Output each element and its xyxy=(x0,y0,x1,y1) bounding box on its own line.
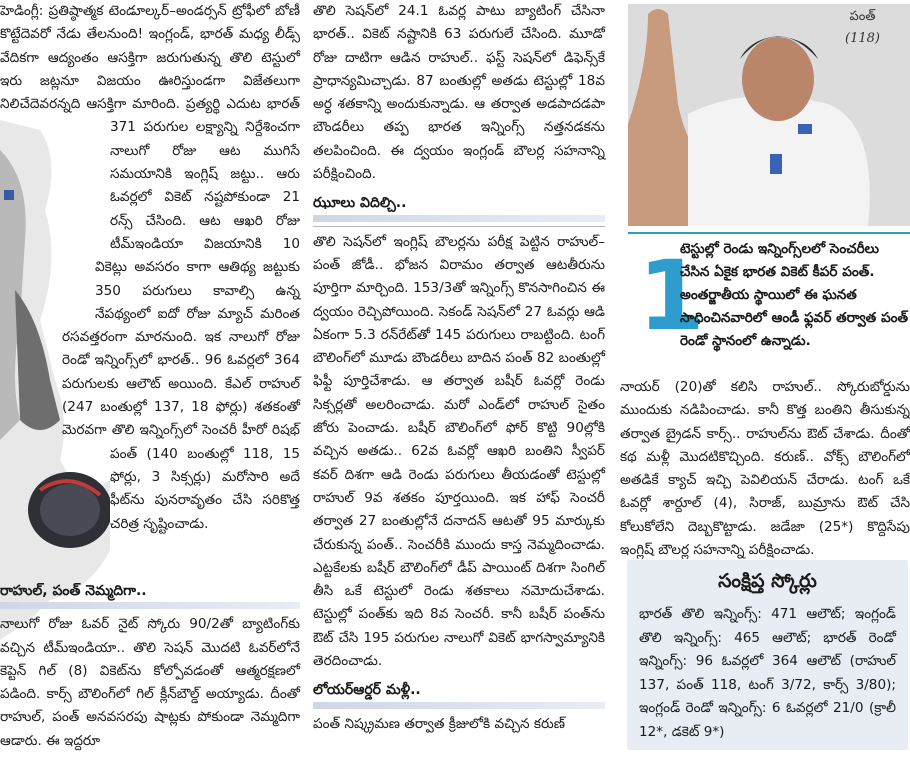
fact-text: టెస్టుల్లో రెండు ఇన్నింగ్స్‌లలో సెంచరీలు చేసిన ఏకైక భారత వికెట్ కీపర్ పంత్. అంతర్జాతీయ స్థాయిలో ఈ ఘనత సాధించినవారిలో ఆండీ ఫ్లవర్ తర్వాత పంత్ రెండో స్థానంలో ఉన్నాడు. xyxy=(680,241,909,349)
col3-paragraph-1: నాయర్ (20)తో కలిసి రాహుల్.. స్కోరుబోర్డును ముందుకు నడిపించాడు. కానీ కొత్త బంతిని తీసుకున్న తర్వాత బ్రైడన్ కార్స్.. రాహుల్‌ను ఔట్ చేశాడు. దీంతో కథ మళ్లీ మొదటికొచ్చింది. కరుణ్.. వోక్స్ బౌలింగ్‌లో అతడికే క్యాచ్ ఇచ్చి పెవిలియన్ చేరాడు. టంగ్ ఒకే ఓవర్లో శార్దూల్ (4), సిరాజ్, బుమ్రాను ఔట్ చేసి కోలుకోలేని దెబ్బకొట్టాడు. జడేజా (25*) కొద్దిసేపు ఇంగ్లిష్ బౌలర్ల సహనాన్ని పరీక్షించాడు. xyxy=(620,379,910,559)
brief-scores-text: భారత్ తొలి ఇన్నింగ్స్: 471 ఆలౌట్; ఇంగ్లండ్ తొలి ఇన్నింగ్స్: 465 ఆలౌట్; భారత్ రెండో ఇన్నింగ్స్: 96 ఓవర్లలో 364 ఆలౌట్ (రాహుల్ 137, పంత్ 118, టంగ్ 3/72, కార్స్ 3/80); ఇంగ్లండ్ రెండో ఇన్నింగ్స్: 6 ఓవర్లలో 21/0 (క్రాలీ 12*, డకెట్ 9*) xyxy=(639,606,896,740)
brief-scores-box xyxy=(627,560,908,750)
brief-scores-title: సంక్షిప్త స్కోర్లు xyxy=(718,570,817,592)
article-column-1 xyxy=(0,0,300,753)
fact-number: 1 xyxy=(638,240,705,352)
article-paragraph-2: నాలుగో రోజు ఓవర్ నైట్ స్కోరు 90/2తో బ్యాటింగ్‌కు వచ్చిన టీమ్‌ఇండియా.. తొలి సెషన్ మొదటి ఓవర్‌లోనే కెప్టెన్ గిల్ (8) వికెట్‌ను కోల్పోవడంతో ఆత్మరక్షణలో పడింది. కార్స్ బౌలింగ్‌లో గిల్ క్లీన్‌బౌల్డ్ అయ్యాడు. దీంతో రాహుల్, పంత్ అనవసరపు షాట్లకు పోకుండా నెమ్మదిగా ఆడారు. ఈ ఇద్దరూ xyxy=(0,616,300,749)
fact-highlight-box xyxy=(628,232,910,374)
col2-paragraph-3: పంత్ నిష్క్రమణ తర్వాత క్రీజులోకి వచ్చిన కరుణ్ xyxy=(313,715,565,732)
subheading-rahul-pant: రాహుల్, పంత్ నెమ్మదిగా.. xyxy=(0,580,300,607)
article-column-2 xyxy=(313,0,605,736)
col2-paragraph-2: తొలి సెషన్‌లో ఇంగ్లిష్ బౌలర్లను పరీక్ష పెట్టిన రాహుల్–పంత్ జోడీ.. భోజన విరామం తర్వాత ఆటతీరును పూర్తిగా మార్చింది. 153/3తో ఇన్నింగ్స్ కొనసాగించిన ఈ ద్వయం రెచ్చిపోయింది. సెకండ్ సెషన్‌లో 27 ఓవర్లు ఆడి ఏకంగా 5.3 రన్‌రేట్‌తో 145 పరుగులు రాబట్టింది. టంగ్ బౌలింగ్‌లో మూడు బౌండరీలు బాదిన పంత్ 82 బంతుల్లో ఫిఫ్టీ పూర్తిచేశాడు. ఆ తర్వాత బషీర్ ఓవర్లో రెండు సిక్సర్లతో అలరించాడు. మరో ఎండ్‌లో రాహుల్ సైతం జోరు పెంచాడు. బషీర్ బౌలింగ్‌లో ఫోర్ కొట్టి 90ల్లోకి వచ్చిన అతడు.. 62వ ఓవర్లో ఆఖరి బంతిని స్వీపర్ కవర్ దిశగా ఆడి రెండు పరుగులు తీయడంతో టెస్టుల్లో రాహుల్ 9వ శతకం పూర్తయింది. ఇక హాఫ్ సెంచరీ తర్వాత 27 బంతుల్లోనే దనాదన్ ఆటతో 95 మార్కుకు చేరుకున్న పంత్.. సెంచరీకి ముందు కాస్త నెమ్మదించాడు. ఎట్టకేలకు బషీర్ బౌలింగ్‌లో డీప్ పాయింట్ దిశగా సింగిల్ తీసి ఒకే టెస్టులో రెండు శతకాలు నమోదుచేశాడు. టెస్టుల్లో పంత్‌కు ఇది 8వ సెంచరీ. కానీ బషీర్ పంత్‌ను ఔట్ చేసి 195 పరుగుల నాలుగో వికెట్ భాగస్వామ్యానికి తెరదించాడు. xyxy=(313,233,605,670)
subheading-jhulu-vidilchi: ఝూలు విదిల్చి.. xyxy=(313,192,605,219)
article-intro-paragraph: హెడింగ్లీ: ప్రతిష్ఠాత్మక టెండూల్కర్–అండర్సన్ ట్రోఫీలో బోణీ కొట్టేదెవరో నేడు తేలనుంది! ఇంగ్లండ్, భారత్ మధ్య లీడ్స్ వేదికగా ఆద్యంతం ఆసక్తిగా జరుగుతున్న తొలి టెస్టులో ఇరు జట్లనూ విజయం ఊరిస్తుండగా విజేతలుగా నిలిచేదెవరన్నది ఆసక్తిగా మారింది. ప్రత్యర్థి ఎదుట భారత్ 371 పరుగుల లక్ష్యాన్ని నిర్దేశించగా నాలుగో రోజు ఆట ముగిసే సమయానికి ఇంగ్లిష్ జట్టు.. ఆరు ఓవర్లలో వికెట్ నష్టపోకుండా 21 రన్స్ చేసింది. ఆట ఆఖరి రోజు టీమ్‌ఇండియా విజయానికి 10 వికెట్లు అవసరం కాగా ఆతిథ్య జట్టుకు 350 పరుగులు కావాల్సి ఉన్న నేపథ్యంలో ఐదో రోజు మ్యాచ్ మరింత రసవత్తరంగా మారనుంది. ఇక నాలుగో రోజు రెండో ఇన్నింగ్స్‌లో భారత్.. 96 ఓవర్లలో 364 పరుగులకు ఆలౌట్ అయింది. కేఎల్ రాహుల్ (247 బంతుల్లో 137, 18 ఫోర్లు) శతకంతో మెరవగా తొలి ఇన్నింగ్స్‌లో సెంచరీ హీరో రిషభ్ పంత్ (140 బంతుల్లో 118, 15 ఫోర్లు, 3 సిక్సర్లు) మరోసారి అదే ఫీట్‌ను పునరావృతం చేసి సరికొత్త చరిత్ర సృష్టించాడు. xyxy=(0,3,300,532)
article-column-3 xyxy=(620,376,910,562)
col2-paragraph-1: తొలి సెషన్‌లో 24.1 ఓవర్ల పాటు బ్యాటింగ్ చేసినా భారత్.. వికెట్ నష్టానికి 63 పరుగులే చేసింది. మూడో రోజు దాటిగా ఆడిన రాహుల్.. ఫస్ట్ సెషన్‌లో డిఫెన్స్‌కే ప్రాధాన్యమిచ్చాడు. 87 బంతుల్లో అతడు టెస్టుల్లో 18వ అర్ధ శతకాన్ని అందుకున్నాడు. ఆ తర్వాత అడపాదడపా బౌండరీలు తప్ప భారత ఇన్నింగ్స్ నత్తనడకను తలపించింది. ఈ ద్వయం ఇంగ్లండ్ బౌలర్ల సహనాన్ని పరీక్షించింది. xyxy=(313,3,605,183)
divider xyxy=(313,226,605,227)
subheading-lower-order: లోయర్‌ఆర్డర్ మళ్లీ.. xyxy=(313,679,605,706)
photo-caption: పంత్ (118) xyxy=(845,9,880,46)
